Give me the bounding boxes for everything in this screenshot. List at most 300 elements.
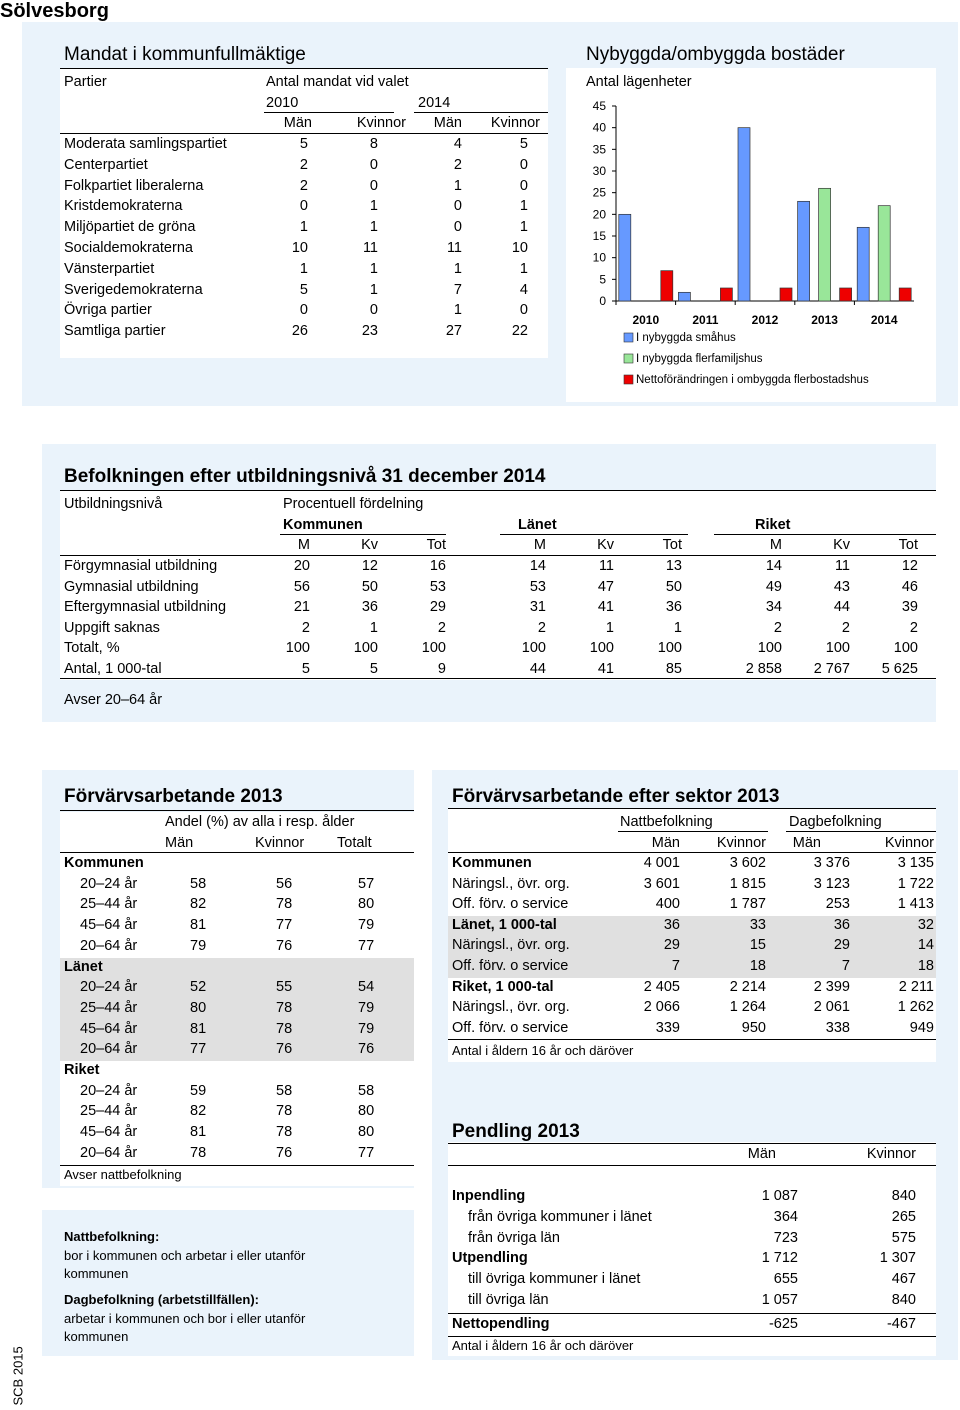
legend-swatch [624, 333, 633, 342]
forv-cell: 76 [276, 937, 293, 954]
pendling-cell: 1 712 [761, 1250, 798, 1266]
utb-cell: 46 [901, 578, 918, 595]
bar [857, 227, 869, 301]
mandat-cell: 0 [519, 156, 528, 173]
bar [819, 188, 831, 301]
sektor-group-dag: Dagbefolkning [789, 814, 882, 830]
utb-cell: 100 [893, 640, 918, 657]
utb-cell: 2 [537, 619, 546, 636]
forv-cell: 76 [276, 1144, 293, 1161]
mandat-row-label: Kristdemokraterna [64, 198, 183, 215]
footer-credit: SCB 2015 [10, 1346, 26, 1406]
utb-cell: 2 [437, 619, 446, 636]
mandat-cell: 11 [446, 240, 462, 256]
mandat-cell: 0 [369, 156, 378, 173]
utb-cell: 100 [825, 640, 850, 657]
utb-col-label: Utbildningsnivå [64, 496, 163, 512]
mandat-col-antal: Antal mandat vid valet [266, 74, 409, 90]
utb-cell: 44 [833, 599, 850, 616]
utb-cell: 2 858 [745, 661, 782, 677]
mandat-col-partier: Partier [64, 74, 107, 90]
y-tick-label: 30 [592, 164, 606, 178]
forv-cell: 81 [190, 917, 207, 934]
forv-cell: 58 [358, 1082, 375, 1099]
pendling-sub-kvinnor: Kvinnor [866, 1146, 916, 1162]
pendling-netto-man: -625 [768, 1316, 798, 1332]
forv-subhead: Män [165, 835, 194, 851]
forv-cell: 78 [276, 1124, 293, 1141]
mandat-cell: 0 [299, 302, 308, 319]
forv-cell: 78 [276, 896, 293, 913]
legend-label: I nybyggda småhus [636, 332, 736, 344]
mandat-subhead: Kvinnor [356, 115, 406, 131]
y-tick-label: 5 [599, 272, 606, 287]
utb-cell: 100 [589, 640, 614, 657]
bar-chart [566, 92, 936, 402]
pendling-netto-label: Nettopendling [452, 1316, 550, 1332]
forv-cell: 80 [358, 896, 375, 913]
mandat-cell: 11 [362, 240, 378, 256]
utb-subhead: Kv [361, 537, 378, 553]
forv-cell: 77 [190, 1041, 207, 1058]
mandat-cell: 26 [291, 323, 308, 340]
utb-cell: 47 [597, 578, 614, 595]
sektor-subhead: Kvinnor [884, 835, 934, 851]
utb-cell: 29 [429, 599, 446, 616]
utb-subhead: M [297, 537, 310, 553]
sektor-note: Antal i åldern 16 år och däröver [452, 1043, 634, 1058]
forv-row-label: 20–24 år [80, 875, 138, 892]
bar [798, 201, 810, 301]
forv-cell: 55 [276, 979, 293, 996]
pendling-row-label: Utpendling [452, 1250, 528, 1266]
utb-cell: 14 [765, 558, 782, 574]
pendling-row-label: Inpendling [452, 1188, 526, 1204]
sektor-cell: 400 [655, 896, 680, 913]
utb-cell: 41 [597, 599, 614, 616]
forv-row-label: 20–64 år [80, 937, 138, 954]
pendling-row-label: från övriga kommuner i länet [468, 1209, 652, 1225]
sektor-row-label: Näringsl., övr. org. [452, 875, 570, 892]
utb-cell: 11 [834, 558, 850, 574]
pendling-netto-kvinnor: -467 [886, 1316, 916, 1332]
sektor-cell: 18 [749, 958, 766, 974]
forv-cell: 77 [276, 917, 293, 934]
forv-row-label: 25–44 år [80, 1103, 138, 1120]
forv-row-label: 25–44 år [80, 999, 138, 1016]
utb-cell: 12 [361, 558, 378, 574]
forv-section-name: Riket [64, 1062, 100, 1078]
mandat-cell: 5 [299, 136, 308, 152]
forv-row-label: 25–44 år [80, 896, 138, 913]
mandat-cell: 10 [291, 240, 308, 256]
utb-cell: 100 [521, 640, 546, 657]
bar [780, 288, 792, 301]
utb-row-label: Antal, 1 000-tal [64, 661, 162, 677]
pendling-cell: 575 [891, 1230, 916, 1246]
mandat-cell: 1 [369, 219, 378, 236]
sektor-cell: 253 [825, 896, 850, 913]
mandat-cell: 4 [519, 281, 528, 298]
forv-cell: 81 [190, 1124, 207, 1141]
chart-title: Nybyggda/ombyggda bostäder [586, 44, 845, 65]
utb-cell: 9 [437, 661, 446, 677]
sektor-cell: 15 [749, 937, 766, 954]
utb-cell: 34 [765, 599, 782, 616]
sektor-cell: 1 262 [897, 999, 934, 1016]
utb-title: Befolkningen efter utbildningsnivå 31 december 2014 [64, 466, 546, 487]
sektor-row-label: Off. förv. o service [452, 1019, 569, 1036]
sektor-subhead: Kvinnor [716, 835, 766, 851]
sektor-cell: 338 [825, 1019, 850, 1036]
mandat-subhead: Män [433, 115, 462, 131]
x-tick-label: 2014 [870, 313, 898, 327]
forv-cell: 80 [190, 999, 207, 1016]
pendling-sub-man: Män [747, 1146, 776, 1162]
sektor-row-label: Näringsl., övr. org. [452, 999, 570, 1016]
utb-cell: 100 [353, 640, 378, 657]
mandat-cell: 1 [369, 198, 378, 215]
forv-row-label: 20–24 år [80, 1082, 138, 1099]
forv-cell: 76 [276, 1041, 293, 1058]
mandat-cell: 5 [299, 281, 308, 298]
forv-cell: 79 [358, 1020, 375, 1037]
mandat-row-label: Moderata samlingspartiet [64, 136, 227, 152]
mandat-cell: 1 [369, 260, 378, 277]
sektor-cell: 1 264 [729, 999, 766, 1016]
utb-cell: 1 [369, 619, 378, 636]
utb-row-label: Eftergymnasial utbildning [64, 599, 227, 616]
legend-swatch [624, 354, 633, 363]
utb-cell: 16 [429, 558, 446, 574]
mandat-cell: 2 [453, 156, 462, 173]
mandat-year-2010: 2010 [266, 95, 299, 111]
utb-cell: 85 [665, 661, 682, 677]
utb-cell: 21 [293, 599, 310, 616]
sektor-cell: 2 405 [643, 978, 680, 995]
forv-section-name: Kommunen [64, 855, 144, 871]
utb-cell: 2 [773, 619, 782, 636]
forv-title: Förvärvsarbetande 2013 [64, 786, 283, 807]
sektor-cell: 18 [917, 958, 934, 974]
utb-cell: 49 [765, 578, 782, 595]
utb-cell: 5 [369, 661, 378, 677]
sektor-row-label: Näringsl., övr. org. [452, 937, 570, 954]
mandat-cell: 0 [453, 219, 462, 236]
sektor-cell: 7 [671, 958, 680, 974]
chart-ylabel: Antal lägenheter [586, 74, 692, 90]
forv-cell: 78 [276, 999, 293, 1016]
mandat-cell: 22 [511, 323, 528, 340]
sektor-cell: 1 787 [729, 896, 766, 913]
sektor-cell: 33 [749, 916, 766, 933]
utb-cell: 2 [301, 619, 310, 636]
utb-cell: 100 [657, 640, 682, 657]
sektor-cell: 3 123 [813, 875, 850, 892]
sektor-row-label: Riket, 1 000-tal [452, 978, 554, 995]
utb-cell: 2 [909, 619, 918, 636]
pendling-note: Antal i åldern 16 år och däröver [452, 1338, 634, 1353]
mandat-cell: 1 [519, 198, 528, 215]
forv-cell: 76 [358, 1041, 375, 1058]
forv-subhead: Kvinnor [255, 835, 305, 851]
mandat-row-label: Samtliga partier [64, 323, 166, 340]
pendling-row-label: till övriga kommuner i länet [468, 1271, 641, 1287]
sektor-cell: 339 [655, 1019, 680, 1036]
utb-note: Avser 20–64 år [64, 692, 163, 708]
utb-cell: 36 [361, 599, 378, 616]
pendling-cell: 265 [891, 1209, 916, 1225]
defs-dag-text1: arbetar i kommunen och bor i eller utanför [64, 1311, 306, 1326]
utb-row-label: Förgymnasial utbildning [64, 558, 218, 574]
utb-cell: 44 [529, 661, 546, 677]
sektor-cell: 3 135 [897, 855, 934, 871]
utb-group-header: Kommunen [283, 517, 363, 533]
sektor-cell: 3 601 [643, 875, 680, 892]
forv-cell: 57 [358, 875, 375, 892]
sektor-cell: 1 722 [897, 875, 934, 892]
bar [840, 288, 852, 301]
y-tick-label: 15 [592, 229, 606, 243]
mandat-cell: 1 [519, 260, 528, 277]
mandat-cell: 1 [299, 219, 308, 236]
utb-group-header: Riket [755, 517, 791, 533]
sektor-subhead: Män [651, 835, 680, 851]
utb-cell: 36 [665, 599, 682, 616]
utb-subhead: M [769, 537, 782, 553]
sektor-cell: 32 [917, 916, 934, 933]
bar [619, 214, 631, 301]
utb-cell: 43 [833, 578, 850, 595]
sektor-cell: 14 [917, 937, 934, 954]
legend-label: Nettoförändringen i ombyggda flerbostadshus [636, 374, 869, 386]
forv-cell: 80 [358, 1103, 375, 1120]
y-tick-label: 45 [592, 99, 606, 113]
y-tick-label: 35 [592, 142, 606, 157]
utb-cell: 39 [901, 599, 918, 616]
sektor-cell: 950 [741, 1019, 766, 1036]
mandat-row-label: Sverigedemokraterna [64, 281, 203, 298]
mandat-title: Mandat i kommunfullmäktige [64, 44, 306, 65]
pendling-cell: 467 [891, 1271, 916, 1287]
y-tick-label: 40 [592, 120, 606, 135]
sektor-cell: 7 [841, 958, 850, 974]
utb-subhead: Tot [426, 537, 446, 553]
forv-cell: 52 [190, 979, 207, 996]
mandat-cell: 0 [453, 198, 462, 215]
utb-cell: 2 767 [813, 661, 850, 677]
mandat-cell: 5 [519, 136, 528, 152]
utb-cell: 1 [605, 619, 614, 636]
mandat-cell: 1 [453, 177, 462, 194]
legend-label: I nybyggda flerfamiljshus [636, 353, 763, 365]
utb-cell: 13 [665, 558, 682, 574]
sektor-cell: 2 211 [898, 978, 934, 995]
mandat-cell: 0 [299, 198, 308, 215]
pendling-cell: 364 [773, 1209, 798, 1225]
pendling-cell: 1 087 [761, 1188, 798, 1204]
forv-row-label: 45–64 år [80, 1124, 138, 1141]
pendling-cell: 723 [773, 1230, 798, 1246]
utb-group-rule [500, 534, 688, 535]
mandat-cell: 0 [519, 177, 528, 194]
utb-subhead: M [533, 537, 546, 553]
mandat-cell: 23 [361, 323, 378, 340]
utb-row-label: Totalt, % [64, 640, 120, 657]
sektor-cell: 1 815 [729, 875, 766, 892]
forv-cell: 79 [190, 937, 207, 954]
sektor-cell: 29 [833, 937, 850, 954]
pendling-row-label: till övriga län [468, 1292, 549, 1308]
mandat-cell: 1 [453, 260, 462, 277]
x-tick-label: 2011 [692, 313, 719, 327]
sektor-cell: 2 214 [729, 978, 766, 995]
mandat-cell: 1 [519, 219, 528, 236]
x-tick-label: 2013 [811, 313, 838, 327]
mandat-cell: 4 [453, 136, 462, 152]
mandat-cell: 8 [369, 136, 378, 152]
forv-cell: 58 [276, 1082, 293, 1099]
forv-row-label: 20–64 år [80, 1041, 138, 1058]
mandat-cell: 2 [299, 177, 308, 194]
forv-row-label: 20–24 år [80, 979, 138, 996]
forv-row-label: 45–64 år [80, 917, 138, 934]
mandat-cell: 7 [453, 281, 462, 298]
pendling-cell: 840 [891, 1292, 916, 1308]
bar [738, 128, 750, 301]
pendling-cell: 1 057 [761, 1292, 798, 1308]
forv-section-name: Länet [64, 958, 103, 975]
bar [899, 288, 911, 301]
utb-subhead: Kv [833, 537, 850, 553]
y-tick-label: 10 [592, 250, 606, 265]
forv-note: Avser nattbefolkning [64, 1167, 182, 1182]
mandat-row-label: Övriga partier [64, 302, 152, 319]
utb-cell: 11 [598, 558, 614, 574]
forv-cell: 54 [358, 979, 375, 996]
defs-dag-title: Dagbefolkning (arbetstillfällen): [64, 1292, 260, 1307]
sektor-cell: 3 602 [729, 855, 766, 871]
forv-cell: 82 [190, 896, 207, 913]
mandat-cell: 1 [453, 302, 462, 319]
forv-row-label: 20–64 år [80, 1144, 138, 1161]
bar [878, 206, 890, 301]
utb-cell: 5 625 [881, 661, 918, 677]
sektor-cell: 2 061 [813, 999, 850, 1016]
utb-cell: 56 [293, 578, 310, 595]
sektor-cell: 1 413 [897, 896, 934, 913]
pendling-title: Pendling 2013 [452, 1121, 580, 1142]
defs-natt-text2: kommunen [64, 1266, 129, 1281]
utb-cell: 100 [757, 640, 782, 657]
y-tick-label: 20 [592, 207, 606, 222]
bar [720, 288, 732, 301]
utb-row-label: Uppgift saknas [64, 619, 160, 636]
sektor-cell: 4 001 [643, 855, 680, 871]
sektor-row-label: Off. förv. o service [452, 896, 569, 913]
legend-swatch [624, 375, 633, 384]
forv-cell: 79 [358, 999, 375, 1016]
x-tick-label: 2012 [751, 313, 779, 327]
pendling-cell: 840 [891, 1188, 916, 1204]
forv-cell: 59 [190, 1082, 207, 1099]
sektor-cell: 29 [663, 937, 680, 954]
defs-dag-text2: kommunen [64, 1329, 129, 1344]
utb-cell: 100 [285, 640, 310, 657]
mandat-cell: 1 [299, 260, 308, 277]
sektor-subhead: Män [792, 835, 821, 851]
utb-subhead: Tot [898, 537, 918, 553]
forv-cell: 80 [358, 1124, 375, 1141]
x-tick-label: 2010 [632, 313, 660, 327]
sektor-cell: 2 066 [643, 999, 680, 1016]
utb-cell: 1 [673, 619, 682, 636]
forv-cell: 58 [190, 875, 207, 892]
mandat-row-label: Vänsterpartiet [64, 260, 155, 277]
defs-natt-text1: bor i kommunen och arbetar i eller utanför [64, 1248, 306, 1263]
utb-cell: 20 [293, 558, 310, 574]
utb-cell: 31 [529, 599, 546, 616]
utb-cell: 53 [529, 578, 546, 595]
page-title: Sölvesborg [0, 0, 109, 22]
forv-cell: 78 [276, 1103, 293, 1120]
mandat-subhead: Män [283, 115, 312, 131]
utb-cell: 5 [301, 661, 310, 677]
forv-cell: 56 [276, 875, 293, 892]
mandat-cell: 1 [369, 281, 378, 298]
sektor-cell: 36 [663, 916, 680, 933]
forv-subhead: Totalt [337, 835, 372, 851]
sektor-row-label: Länet, 1 000-tal [452, 916, 557, 933]
utb-cell: 12 [901, 558, 918, 574]
pendling-row-label: från övriga län [468, 1230, 560, 1246]
bar [678, 292, 690, 301]
utb-subhead: Kv [597, 537, 614, 553]
mandat-row-label: Centerpartiet [64, 156, 148, 173]
utb-cell: 41 [597, 661, 614, 677]
pendling-cell: 1 307 [879, 1250, 916, 1266]
mandat-cell: 10 [511, 240, 528, 256]
sektor-cell: 949 [909, 1019, 934, 1036]
utb-col-group: Procentuell fördelning [283, 496, 424, 512]
sektor-row-label: Off. förv. o service [452, 958, 569, 974]
forv-cell: 78 [190, 1144, 207, 1161]
utb-cell: 50 [361, 578, 378, 595]
y-tick-label: 25 [592, 185, 606, 200]
sektor-cell: 2 399 [813, 978, 850, 995]
sektor-cell: 36 [833, 916, 850, 933]
mandat-cell: 27 [445, 323, 462, 340]
forv-cell: 77 [358, 1144, 375, 1161]
utb-cell: 14 [529, 558, 546, 574]
utb-group-rule [280, 534, 446, 535]
defs-natt-title: Nattbefolkning: [64, 1229, 160, 1244]
utb-group-rule [714, 534, 936, 535]
mandat-row-label: Folkpartiet liberalerna [64, 177, 204, 194]
bar [661, 271, 673, 301]
mandat-cell: 0 [519, 302, 528, 319]
utb-group-header: Länet [518, 517, 557, 533]
utb-cell: 53 [429, 578, 446, 595]
mandat-year-2014: 2014 [418, 95, 451, 111]
sektor-group-natt: Nattbefolkning [620, 814, 713, 830]
y-tick-label: 0 [599, 294, 606, 308]
forv-cell: 79 [358, 917, 375, 934]
forv-cell: 81 [190, 1020, 207, 1037]
mandat-row-label: Miljöpartiet de gröna [64, 219, 196, 236]
mandat-cell: 0 [369, 177, 378, 194]
utb-cell: 2 [841, 619, 850, 636]
